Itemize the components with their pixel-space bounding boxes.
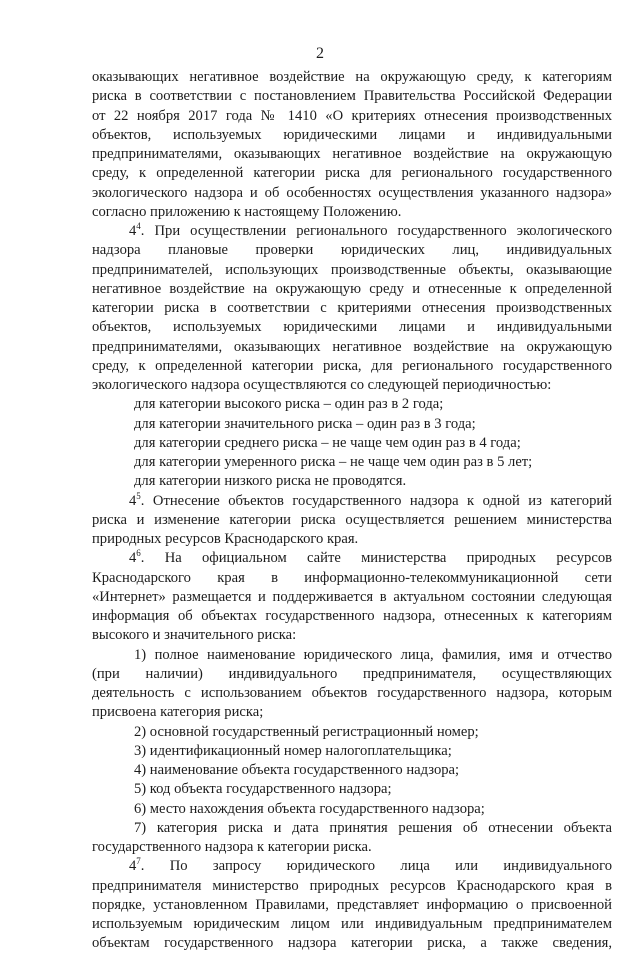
- line-text: порядке, установленном Правилами, представляет информацию о присвоенной: [92, 896, 612, 913]
- line-text: надзора плановые проверки юридических лиц, индивидуальных: [92, 242, 612, 259]
- text-line: [92, 549, 612, 568]
- paragraph-number-separator: .: [140, 492, 153, 509]
- line-text: от 22 ноября 2017 года № 1410 «О критериях отнесения производственных: [92, 107, 612, 124]
- page-number: 2: [316, 45, 324, 62]
- paragraph-number: 4: [129, 858, 137, 875]
- text-line: [92, 857, 612, 876]
- text-line: [92, 126, 612, 145]
- paragraph-number-superscript: 4: [136, 221, 141, 231]
- line-text: По запросу юридического лица или индивидуального: [169, 858, 612, 875]
- line-text: предпринимателями, оказывающих негативное воздействие на окружающую: [92, 338, 612, 355]
- line-text: негативное воздействие на окружающую среду и отнесенные к определенной: [92, 280, 612, 297]
- text-line: [92, 915, 612, 934]
- line-text: присвоена категория риска;: [92, 704, 264, 721]
- line-text: объектов, используемых юридическими лицами и индивидуальными: [92, 319, 612, 336]
- line-text: «Интернет» размещается и поддерживается в актуальном состоянии следующая: [92, 588, 612, 605]
- text-line: [92, 472, 612, 491]
- line-text: высокого и значительного риска:: [92, 627, 297, 644]
- line-text: для категории высокого риска – один раз в 2 года;: [134, 396, 444, 413]
- line-text: для категории умеренного риска – не чаще чем один раз в 5 лет;: [134, 454, 533, 470]
- text-line: [92, 723, 612, 742]
- text-line: [92, 684, 612, 703]
- line-text: категории риска в соответствии с критериями отнесения производственных: [92, 300, 612, 316]
- text-line: [92, 87, 612, 106]
- text-line: [92, 453, 612, 472]
- text-line: [92, 376, 612, 395]
- line-text: 7) категория риска и дата принятия решения об отнесении объекта: [134, 819, 612, 836]
- text-line: [92, 164, 612, 183]
- line-text: согласно приложению к настоящему Положению.: [92, 203, 402, 220]
- text-line: [92, 646, 612, 665]
- paragraph-number-separator: .: [140, 223, 155, 239]
- line-text: На официальном сайте министерства природных ресурсов: [164, 550, 613, 567]
- text-line: [92, 434, 612, 453]
- paragraph-number-separator: .: [140, 550, 165, 567]
- line-text: объектам государственного надзора категории риска, а также сведения,: [92, 935, 612, 952]
- text-line: [92, 145, 612, 164]
- text-line: [92, 395, 612, 414]
- line-text: экологического надзора осуществляются со следующей периодичностью:: [92, 377, 552, 393]
- paragraph-number-superscript: 6: [136, 548, 141, 559]
- text-line: [92, 511, 612, 530]
- text-line: [92, 742, 612, 761]
- line-text: природных ресурсов Краснодарского края.: [92, 531, 359, 547]
- text-line: [92, 665, 612, 684]
- text-line: [92, 761, 612, 780]
- text-line: [92, 203, 612, 222]
- line-text: риска в соответствии с постановлением Правительства Российской Федерации: [92, 88, 612, 105]
- text-line: [92, 415, 612, 434]
- line-text: используемым юридическим лицом или индивидуальным предпринимателем: [92, 916, 612, 932]
- text-line: [92, 607, 612, 626]
- text-line: [92, 626, 612, 645]
- line-text: для категории среднего риска – не чаще чем один раз в 4 года;: [134, 434, 521, 451]
- text-line: [92, 703, 612, 722]
- text-line: [92, 338, 612, 357]
- line-text: При осуществлении регионального государственного экологического: [154, 223, 613, 239]
- line-text: деятельность с использованием объектов государственного надзора, которым: [92, 685, 612, 701]
- line-text: 4) наименование объекта государственного надзора;: [134, 762, 460, 778]
- paragraph-number-superscript: 5: [136, 490, 141, 501]
- text-line: [92, 184, 612, 203]
- line-text: 5) код объекта государственного надзора;: [134, 781, 392, 798]
- text-line: [92, 299, 612, 318]
- text-line: [92, 569, 612, 588]
- line-text: предпринимателя министерство природных ресурсов Краснодарского края в: [92, 877, 612, 894]
- text-line: [92, 530, 612, 549]
- line-text: предпринимателей, использующих производственные объекты, оказывающие: [92, 261, 612, 278]
- text-line: [92, 780, 612, 799]
- document-body: [92, 68, 612, 954]
- line-text: для категории низкого риска не проводятся.: [134, 473, 407, 490]
- line-text: для категории значительного риска – один раз в 3 года;: [134, 415, 476, 432]
- line-text: 2) основной государственный регистрационный номер;: [134, 723, 479, 740]
- text-line: [92, 241, 612, 260]
- line-text: среду, к определенной категории риска для регионального государственного: [92, 165, 612, 182]
- line-text: предпринимателями, оказывающих негативное воздействие на окружающую: [92, 146, 612, 162]
- line-text: риска и изменение категории риска осуществляется решением министерства: [92, 511, 612, 528]
- line-text: экологического надзора и об особенностях осуществления указанного надзора»: [92, 184, 612, 201]
- text-line: [92, 838, 612, 857]
- line-text: 3) идентификационный номер налогоплательщика;: [134, 742, 452, 759]
- text-line: [92, 222, 612, 241]
- text-line: [92, 896, 612, 915]
- paragraph-number: 4: [129, 223, 137, 239]
- text-line: [92, 261, 612, 280]
- paragraph-number: 4: [129, 550, 137, 567]
- text-line: [92, 934, 612, 953]
- text-line: [92, 357, 612, 376]
- text-line: [92, 318, 612, 337]
- text-line: [92, 877, 612, 896]
- line-text: Краснодарского края в информационно-телекоммуникационной сети: [92, 569, 612, 586]
- text-line: [92, 819, 612, 838]
- text-line: [92, 588, 612, 607]
- line-text: информация об объектах государственного надзора, отнесенных к категориям: [92, 608, 612, 624]
- text-line: [92, 280, 612, 299]
- line-text: объектов, используемых юридическими лицами и индивидуальными: [92, 126, 612, 143]
- line-text: (при наличии) индивидуального предпринимателя, осуществляющих: [92, 665, 612, 682]
- text-line: [92, 800, 612, 819]
- text-line: [92, 492, 612, 511]
- text-line: [92, 68, 612, 87]
- line-text: Отнесение объектов государственного надзора к одной из категорий: [152, 492, 612, 509]
- line-text: среду, к определенной категории риска, для регионального государственного: [92, 357, 612, 374]
- paragraph-number: 4: [129, 492, 137, 509]
- line-text: 1) полное наименование юридического лица, фамилия, имя и отчество: [134, 646, 612, 663]
- line-text: 6) место нахождения объекта государственного надзора;: [134, 800, 485, 817]
- line-text: государственного надзора к категории риска.: [92, 839, 372, 855]
- text-line: [92, 107, 612, 126]
- paragraph-number-superscript: 7: [136, 856, 141, 867]
- line-text: оказывающих негативное воздействие на окружающую среду, к категориям: [92, 69, 612, 85]
- paragraph-number-separator: .: [140, 858, 170, 875]
